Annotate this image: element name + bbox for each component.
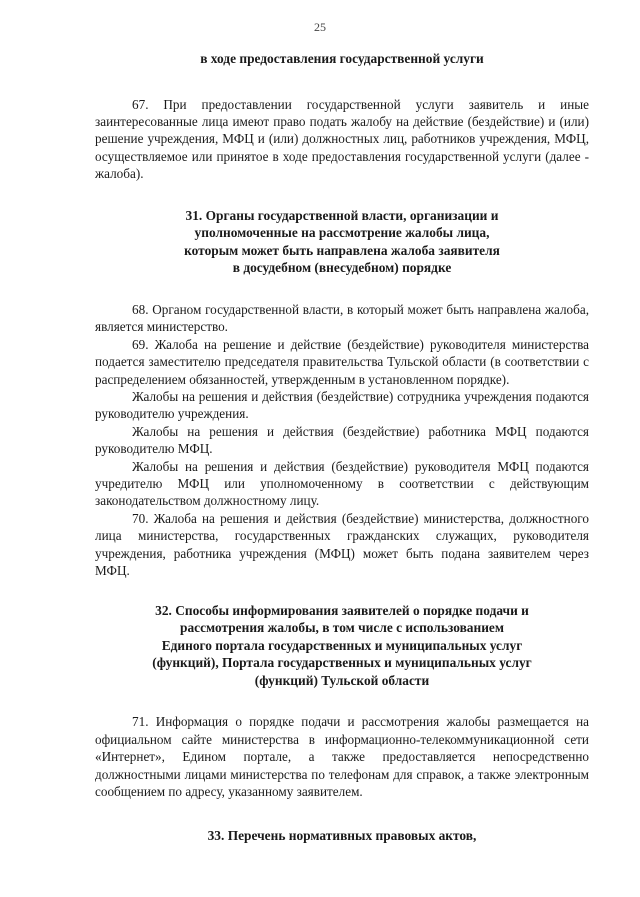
section-heading-31 [95, 207, 589, 277]
section-heading-32 [95, 602, 589, 690]
paragraph-67: 67. При предоставлении государственной услуги заявитель и иные заинтересованные лица имеют право подать жалобу на действие (бездействие) и (или) решение учреждения, МФЦ и (или) должностных лиц, работников учреждения, МФЦ, осуществляемое или принятое в ходе предоставления государственной услуги (далее - жалоба). [95, 96, 589, 182]
paragraph-69-staff: Жалобы на решения и действия (бездействие) сотрудника учреждения подаются руководителю учреждения. [95, 389, 589, 422]
heading-32-line: Единого портала государственных и муниципальных услуг [161, 637, 523, 653]
paragraph-70: 70. Жалоба на решения и действия (бездействие) министерства, должностного лица министерства, государственных гражданских служащих, руководителя учреждения, работника учреждения (МФЦ) может быть подана заявителем через МФЦ. [95, 510, 589, 579]
heading-32-line: (функций), Портала государственных и муниципальных услуг [152, 655, 532, 671]
heading-31-line: которым может быть направлена жалоба заявителя [184, 242, 500, 258]
section-heading-continued: в ходе предоставления государственной услуги [200, 51, 484, 66]
heading-32-line: рассмотрения жалобы, в том числе с использованием [180, 620, 504, 636]
heading-32-line: 32. Способы информирования заявителей о порядке подачи и [155, 602, 529, 618]
paragraph-68: 68. Органом государственной власти, в который может быть направлена жалоба, является министерство. [95, 302, 589, 335]
document-body [95, 50, 589, 844]
paragraph-69: 69. Жалоба на решение и действие (бездействие) руководителя министерства подается заместителю председателя правительства Тульской области (в соответствии с распределением обязанностей, утвержденным в установленном порядке). [95, 336, 589, 387]
section-heading-33: 33. Перечень нормативных правовых актов, [207, 827, 477, 843]
heading-31-line: уполномоченные на рассмотрение жалобы лица, [194, 225, 490, 241]
heading-31-line: 31. Органы государственной власти, организации и [185, 207, 499, 223]
heading-32-line: (функций) Тульской области [254, 672, 430, 688]
paragraph-69-mfc-worker: Жалобы на решения и действия (бездействие) работника МФЦ подаются руководителю МФЦ. [95, 423, 589, 457]
heading-31-line: в досудебном (внесудебном) порядке [232, 260, 452, 276]
paragraph-71: 71. Информация о порядке подачи и рассмотрения жалобы размещается на официальном сайте министерства в информационно-телекоммуникационной сети «Интернет», Едином портале, а также предоставляется непосредственно должностными лицами министерства по телефонам для справок, а также электронным сообщением по адресу, указанному заявителем. [95, 714, 589, 800]
paragraph-69-mfc-head: Жалобы на решения и действия (бездействие) руководителя МФЦ подаются учредителю МФЦ или уполномоченному в соответствии с действующим законодательством должностному лицу. [95, 458, 589, 509]
page-number: 25 [314, 20, 326, 34]
